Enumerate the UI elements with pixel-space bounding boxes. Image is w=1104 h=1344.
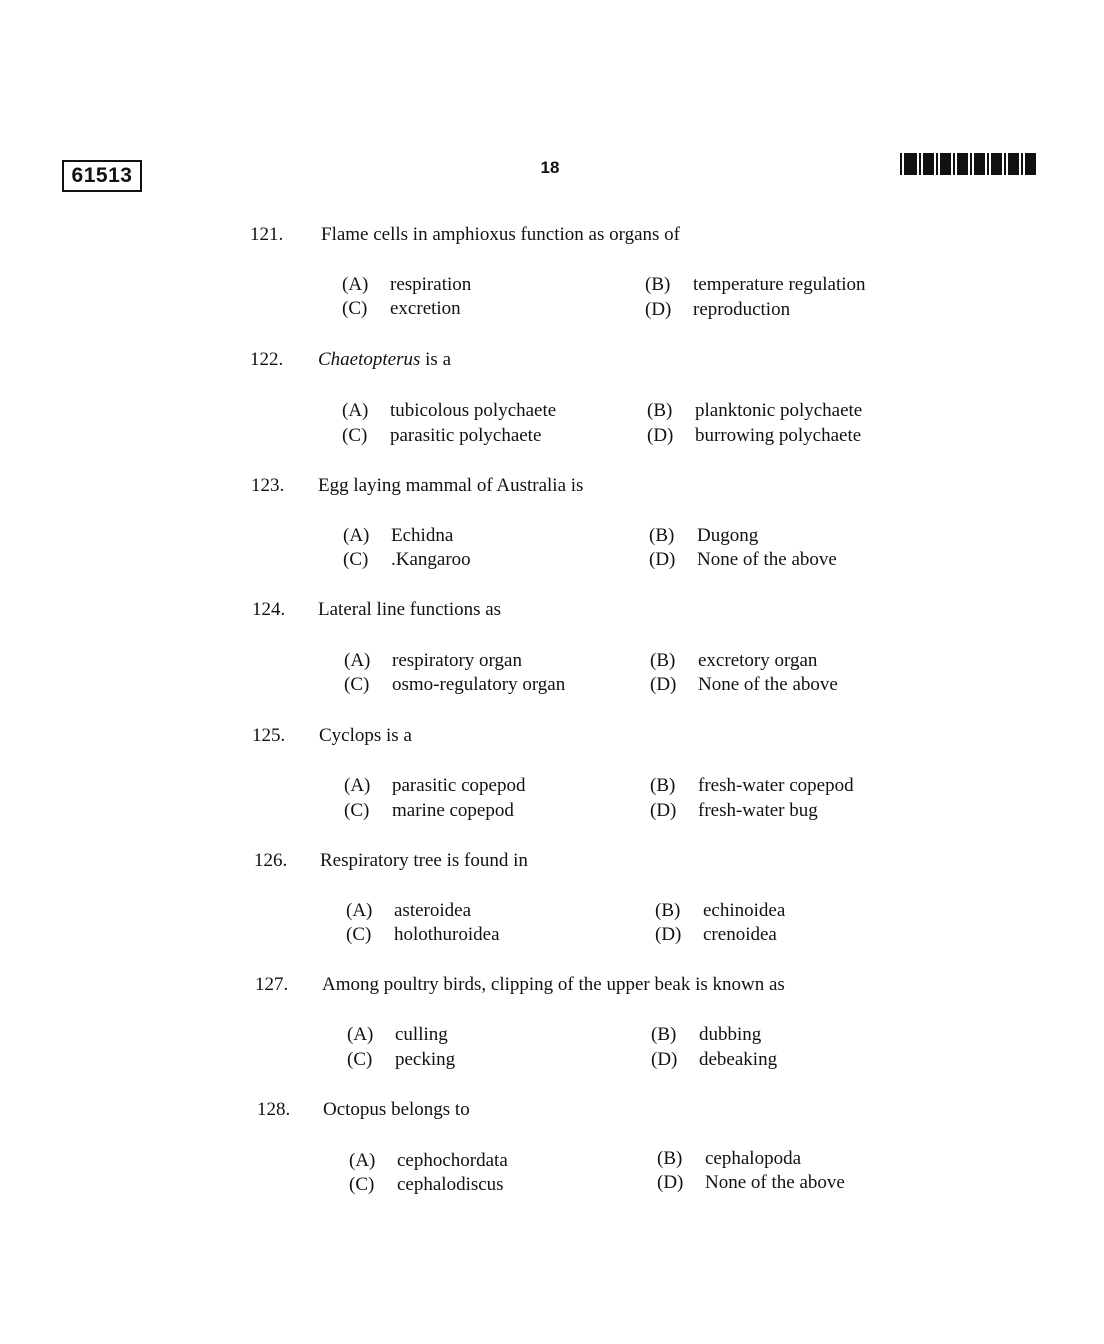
page-number: 18	[540, 158, 560, 177]
option-b	[655, 900, 785, 922]
question-number: 121.	[250, 224, 284, 245]
option-key: (B)	[649, 525, 675, 546]
option-text: temperature regulation	[693, 274, 866, 295]
option-key: (D)	[650, 674, 677, 695]
option-key: (B)	[655, 900, 681, 921]
question-number: 127.	[255, 974, 289, 995]
option-key: (A)	[343, 525, 370, 546]
option-text: cephochordata	[397, 1150, 508, 1171]
option-text: planktonic polychaete	[695, 400, 863, 421]
option-text: crenoidea	[703, 924, 777, 945]
option-b	[645, 274, 866, 296]
option-key: (D)	[657, 1172, 684, 1193]
option-key: (A)	[344, 775, 371, 796]
option-text: burrowing polychaete	[695, 425, 862, 446]
option-d	[649, 549, 837, 571]
option-c	[346, 924, 500, 946]
option-key: (B)	[650, 650, 676, 671]
option-text: respiration	[390, 274, 472, 295]
option-text: Echidna	[391, 525, 454, 546]
option-c	[342, 425, 541, 447]
option-key: (C)	[344, 800, 370, 821]
option-text: parasitic polychaete	[390, 425, 542, 446]
option-text: excretory organ	[698, 650, 818, 671]
option-c	[344, 674, 565, 696]
option-text: parasitic copepod	[392, 775, 526, 796]
option-text: culling	[395, 1024, 448, 1045]
option-text: cephalodiscus	[397, 1174, 504, 1195]
option-key: (C)	[342, 298, 368, 319]
option-key: (B)	[650, 775, 676, 796]
option-key: (A)	[342, 274, 369, 295]
option-c	[347, 1049, 455, 1071]
option-text: None of the above	[697, 549, 837, 570]
option-text: fresh-water copepod	[698, 775, 854, 796]
option-key: (D)	[655, 924, 682, 945]
option-key: (D)	[649, 549, 676, 570]
option-d	[651, 1049, 777, 1071]
question-text-rest: is a	[420, 349, 451, 370]
option-d	[650, 800, 818, 822]
option-text: fresh-water bug	[698, 800, 818, 821]
option-d	[647, 425, 861, 447]
option-text: .Kangaroo	[391, 549, 471, 570]
question-number: 122.	[250, 349, 284, 370]
option-key: (C)	[344, 674, 370, 695]
option-a	[342, 400, 556, 422]
option-a	[349, 1150, 508, 1172]
option-text: asteroidea	[394, 900, 472, 921]
option-text: excretion	[390, 298, 461, 319]
question-number: 124.	[252, 599, 286, 620]
option-c	[344, 800, 514, 822]
option-key: (B)	[657, 1148, 683, 1169]
question-number: 126.	[254, 850, 288, 871]
option-d	[657, 1172, 845, 1194]
option-d	[645, 299, 790, 321]
option-text: debeaking	[699, 1049, 778, 1070]
option-key: (A)	[344, 650, 371, 671]
option-b	[651, 1024, 761, 1046]
option-b	[657, 1148, 801, 1170]
option-text: dubbing	[699, 1024, 762, 1045]
barcode	[904, 153, 1038, 175]
question-text: Flame cells in amphioxus function as organs of	[321, 224, 681, 245]
question-text: Among poultry birds, clipping of the upper beak is known as	[322, 974, 785, 995]
option-text: respiratory organ	[392, 650, 522, 671]
option-key: (B)	[645, 274, 671, 295]
option-a	[344, 775, 525, 797]
option-key: (A)	[347, 1024, 374, 1045]
question-text: Cyclops is a	[319, 725, 412, 746]
option-key: (B)	[647, 400, 673, 421]
option-key: (C)	[349, 1174, 375, 1195]
question-number: 123.	[251, 475, 285, 496]
question-text: Lateral line functions as	[318, 599, 502, 620]
option-key: (A)	[349, 1150, 376, 1171]
question-text-italic: Chaetopterus	[318, 349, 421, 370]
option-d	[650, 674, 838, 696]
option-b	[650, 650, 817, 672]
option-text: pecking	[395, 1049, 456, 1070]
question-text: Egg laying mammal of Australia is	[318, 475, 584, 496]
question-text: Octopus belongs to	[323, 1099, 470, 1120]
option-text: cephalopoda	[705, 1148, 802, 1169]
option-text: osmo-regulatory organ	[392, 674, 566, 695]
option-text: Dugong	[697, 525, 759, 546]
option-text: marine copepod	[392, 800, 514, 821]
option-key: (D)	[645, 299, 672, 320]
option-key: (D)	[650, 800, 677, 821]
option-c	[343, 549, 471, 571]
option-key: (A)	[342, 400, 369, 421]
option-key: (C)	[342, 425, 368, 446]
question-text	[318, 349, 451, 371]
option-key: (D)	[647, 425, 674, 446]
option-key: (C)	[346, 924, 372, 945]
option-a	[342, 274, 471, 296]
option-text: None of the above	[705, 1172, 845, 1193]
option-text: reproduction	[693, 299, 791, 320]
question-text: Respiratory tree is found in	[320, 850, 528, 871]
option-a	[343, 525, 453, 547]
option-key: (D)	[651, 1049, 678, 1070]
option-text: holothuroidea	[394, 924, 500, 945]
option-a	[346, 900, 471, 922]
option-b	[647, 400, 862, 422]
option-key: (A)	[346, 900, 373, 921]
option-text: tubicolous polychaete	[390, 400, 557, 421]
option-text: None of the above	[698, 674, 838, 695]
question-number: 128.	[257, 1099, 291, 1120]
option-key: (C)	[347, 1049, 373, 1070]
option-text: echinoidea	[703, 900, 786, 921]
question-number: 125.	[252, 725, 286, 746]
option-a	[347, 1024, 448, 1046]
option-a	[344, 650, 522, 672]
option-c	[349, 1174, 504, 1196]
option-key: (C)	[343, 549, 369, 570]
option-key: (B)	[651, 1024, 677, 1045]
option-b	[650, 775, 854, 797]
paper-code: 61513	[62, 160, 142, 192]
option-c	[342, 298, 461, 320]
option-d	[655, 924, 777, 946]
option-b	[649, 525, 758, 547]
